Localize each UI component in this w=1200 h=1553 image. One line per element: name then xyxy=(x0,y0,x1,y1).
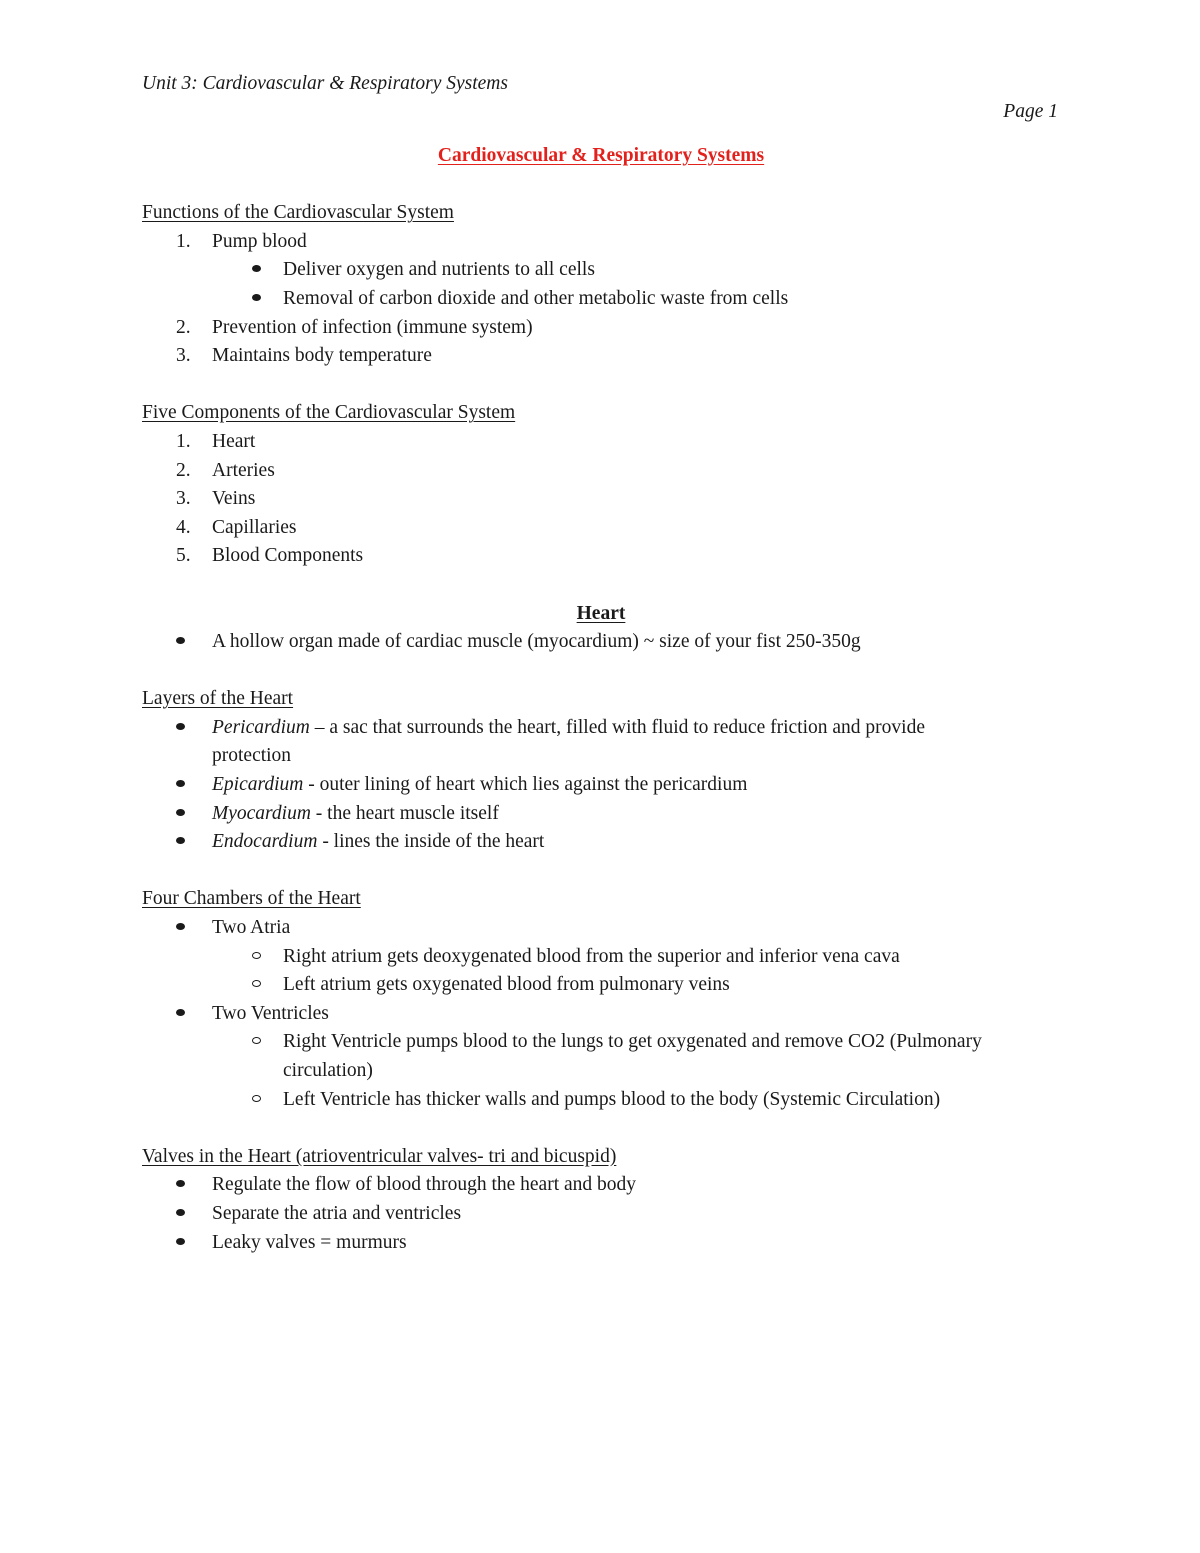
bullet-icon xyxy=(176,800,212,829)
ring-bullet-icon xyxy=(252,943,288,972)
bullet-icon xyxy=(176,714,212,743)
list-item: Deliver oxygen and nutrients to all cells xyxy=(142,256,1060,285)
list-item: Right atrium gets deoxygenated blood from the superior and inferior vena cava xyxy=(142,943,1060,972)
section-heading-components: Five Components of the Cardiovascular System xyxy=(142,402,516,424)
bullet-icon xyxy=(176,771,212,800)
bullet-icon xyxy=(176,828,212,857)
list-item: Removal of carbon dioxide and other metabolic waste from cells xyxy=(142,285,1060,314)
ring-bullet-icon xyxy=(252,1086,288,1115)
list-item: 5. Blood Components xyxy=(176,545,364,567)
list-item: 4. Capillaries xyxy=(176,516,297,538)
list-item-continuation: protection xyxy=(212,745,292,767)
bullet-icon xyxy=(176,914,212,943)
header-page-number: Page 1 xyxy=(1003,101,1058,122)
document-title-line xyxy=(142,142,1060,171)
list-item: 2. Prevention of infection (immune system) xyxy=(176,316,533,338)
bullet-icon xyxy=(252,256,288,285)
bullet-icon xyxy=(176,1200,212,1229)
list-item: Left atrium gets oxygenated blood from pulmonary veins xyxy=(142,971,1060,1000)
list-item: 1. Pump blood xyxy=(176,230,307,252)
list-item: Myocardium - the heart muscle itself xyxy=(142,800,1060,829)
list-item: Left Ventricle has thicker walls and pumps blood to the body (Systemic Circulation) xyxy=(142,1086,1060,1115)
list-item: Regulate the flow of blood through the heart and body xyxy=(142,1171,1060,1200)
list-item: Pericardium – a sac that surrounds the heart, filled with fluid to reduce friction and provide xyxy=(142,714,1060,743)
list-item: A hollow organ made of cardiac muscle (myocardium) ~ size of your fist 250-350g xyxy=(142,628,1060,657)
list-item: Right Ventricle pumps blood to the lungs to get oxygenated and remove CO2 (Pulmonary xyxy=(142,1028,1060,1057)
list-item: Epicardium - outer lining of heart which lies against the pericardium xyxy=(142,771,1060,800)
list-item: Two Atria xyxy=(142,914,1060,943)
list-item: Leaky valves = murmurs xyxy=(142,1229,1060,1258)
header-unit: Unit 3: Cardiovascular & Respiratory Systems xyxy=(142,73,508,94)
list-item: 1. Heart xyxy=(176,430,256,452)
bullet-icon xyxy=(252,285,288,314)
list-item: 3. Maintains body temperature xyxy=(176,345,432,367)
document-body xyxy=(142,142,1060,1257)
bullet-icon xyxy=(176,1229,212,1258)
document-title: Cardiovascular & Respiratory Systems xyxy=(437,145,765,166)
bullet-icon xyxy=(176,1171,212,1200)
bullet-icon xyxy=(176,1000,212,1029)
section-heading-valves: Valves in the Heart (atrioventricular valves- tri and bicuspid) xyxy=(142,1145,617,1167)
section-heading-functions: Functions of the Cardiovascular System xyxy=(142,202,454,224)
ring-bullet-icon xyxy=(252,1028,288,1057)
section-heading-layers: Layers of the Heart xyxy=(142,688,294,710)
list-item: Endocardium - lines the inside of the heart xyxy=(142,828,1060,857)
bullet-icon xyxy=(176,628,212,657)
ring-bullet-icon xyxy=(252,971,288,1000)
list-item: 2. Arteries xyxy=(176,459,275,481)
list-item: Two Ventricles xyxy=(142,1000,1060,1029)
section-heading-heart: Heart xyxy=(576,602,626,624)
section-heading-chambers: Four Chambers of the Heart xyxy=(142,888,361,910)
list-item: Separate the atria and ventricles xyxy=(142,1200,1060,1229)
list-item-continuation: circulation) xyxy=(283,1060,373,1081)
list-item: 3. Veins xyxy=(176,488,256,510)
